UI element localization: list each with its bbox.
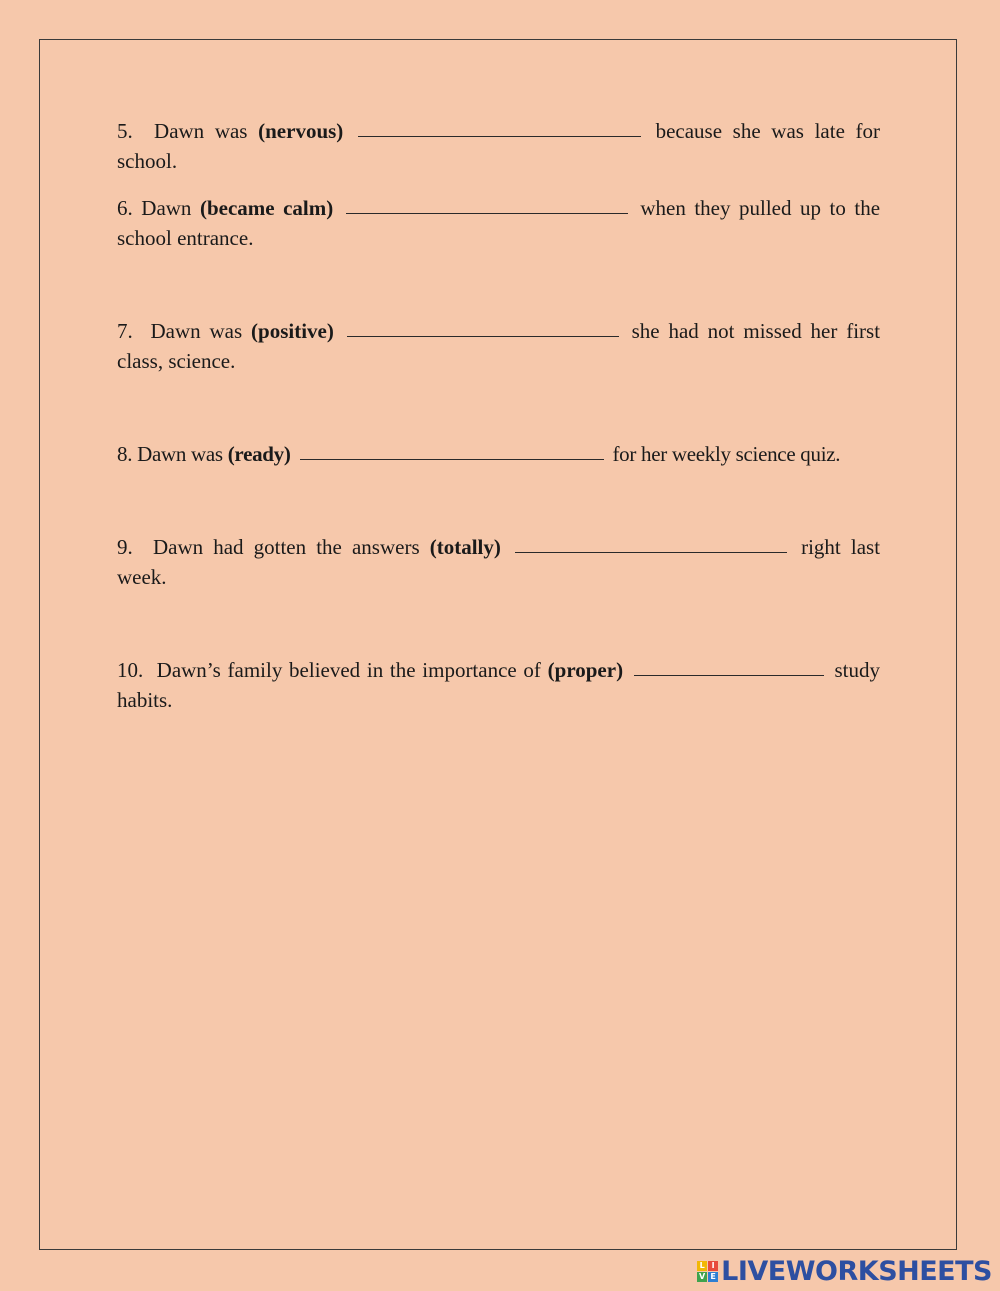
- question-number: 7.: [117, 319, 133, 343]
- answer-blank[interactable]: [347, 316, 619, 337]
- root-word: (became calm): [199, 196, 334, 220]
- answer-blank[interactable]: [346, 193, 628, 214]
- question-number: 8.: [117, 442, 133, 466]
- answer-input-6[interactable]: [346, 200, 628, 220]
- question-text-before: Dawn had gotten the answers: [152, 535, 420, 559]
- logo-letter: L: [697, 1261, 707, 1271]
- question-text-after: right last week.: [117, 535, 881, 589]
- root-word: (ready): [227, 442, 291, 466]
- question-number: 10.: [117, 658, 144, 682]
- root-word: (totally): [429, 535, 501, 559]
- liveworksheets-brand: [697, 1258, 992, 1285]
- question-text-after: when they pulled up to the school entrance.: [117, 196, 881, 250]
- question-5: [117, 116, 880, 176]
- question-text-before: Dawn was: [137, 442, 223, 466]
- root-word: (proper): [547, 658, 624, 682]
- question-text-before: Dawn’s family believed in the importance of: [156, 658, 541, 682]
- root-word: (positive): [251, 319, 334, 343]
- answer-input-7[interactable]: [347, 323, 619, 343]
- question-number: 5.: [117, 119, 133, 143]
- answer-input-9[interactable]: [515, 539, 787, 559]
- answer-input-5[interactable]: [358, 123, 641, 143]
- brand-wordmark: LIVEWORKSHEETS: [721, 1256, 992, 1287]
- answer-input-8[interactable]: [300, 446, 604, 466]
- answer-blank[interactable]: [300, 439, 604, 460]
- answer-blank[interactable]: [634, 655, 824, 676]
- question-text-after: for her weekly science quiz.: [612, 442, 841, 466]
- question-number: 9.: [117, 535, 133, 559]
- logo-letter: E: [708, 1272, 718, 1282]
- question-text-after: because she was late for school.: [117, 119, 881, 173]
- question-6: [117, 193, 880, 253]
- question-text-before: Dawn was: [154, 119, 248, 143]
- question-number: 6.: [117, 196, 133, 220]
- live-logo-icon: [697, 1261, 718, 1282]
- logo-letter: V: [699, 1272, 706, 1281]
- question-text-before: Dawn was: [150, 319, 243, 343]
- logo-letter: I: [708, 1261, 718, 1271]
- question-8: [117, 439, 880, 469]
- question-7: [117, 316, 880, 376]
- question-text-after: study habits.: [117, 658, 880, 712]
- question-text-after: she had not missed her first class, science.: [117, 319, 881, 373]
- question-9: [117, 532, 880, 592]
- question-10: [117, 655, 880, 715]
- question-text-before: Dawn: [141, 196, 192, 220]
- answer-blank[interactable]: [515, 532, 787, 553]
- root-word: (nervous): [258, 119, 344, 143]
- answer-blank[interactable]: [358, 116, 641, 137]
- answer-input-10[interactable]: [634, 662, 824, 682]
